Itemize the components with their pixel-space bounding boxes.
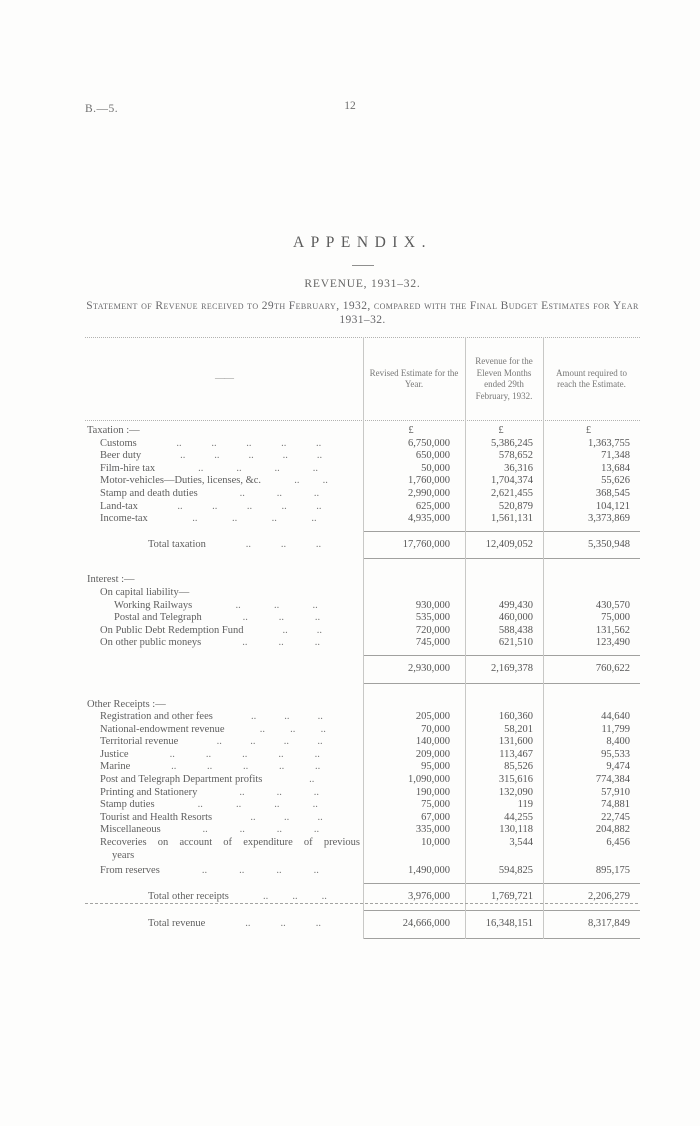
leader-dots: ..	[242, 612, 248, 624]
leader-dots: ..	[245, 918, 251, 930]
leader-dots: ..	[313, 786, 320, 798]
cell-amount-required: 131,562	[595, 624, 630, 636]
cell-eleven-months	[465, 699, 543, 712]
section-label: Other Receipts :—	[87, 698, 166, 710]
leader-dots: ..	[280, 918, 286, 930]
row-stub	[85, 774, 363, 787]
leader-dots: ..	[278, 748, 284, 760]
cell-eleven-months: 3,544	[509, 837, 533, 849]
leader-dots: ..	[212, 500, 218, 512]
dot-leaders	[272, 774, 351, 787]
cell-revised-estimate: 67,000	[421, 811, 450, 823]
row-label: Postal and Telegraph	[114, 612, 202, 624]
cell-revised-estimate: 1,490,000	[408, 865, 450, 877]
row-stub	[85, 865, 363, 878]
row-stub	[85, 918, 363, 931]
cell-eleven-months: 2,169,378	[491, 662, 533, 674]
row-stub	[85, 488, 363, 501]
cell-eleven-months: 113,467	[499, 748, 533, 760]
leader-dots: ..	[239, 487, 245, 499]
row-label: Printing and Stationery	[100, 786, 198, 798]
cell-revised-estimate	[363, 850, 465, 863]
cell-revised-estimate: 2,930,000	[408, 662, 450, 674]
leader-dots: ..	[317, 736, 323, 748]
leader-dots: ..	[250, 711, 257, 723]
col-header-eleven-months: Revenue for the Eleven Months ended 29th February, 1932.	[475, 356, 533, 401]
row-stub	[85, 463, 363, 476]
dot-leaders	[222, 812, 351, 825]
leader-dots: ..	[280, 538, 287, 550]
leader-dots: ..	[198, 462, 204, 474]
cell-revised-estimate: 625,000	[415, 500, 450, 512]
section-label: Taxation :—	[87, 425, 140, 436]
leader-dots: ..	[202, 824, 208, 836]
cell-revised-estimate: 4,935,000	[408, 513, 450, 525]
row-label: Territorial revenue	[100, 736, 179, 748]
dot-leaders	[140, 761, 351, 774]
leader-dots: ..	[171, 761, 177, 773]
row-stub	[85, 637, 363, 650]
leader-dots: ..	[211, 437, 217, 449]
leader-dots: ..	[281, 437, 287, 449]
leader-dots: ..	[242, 637, 248, 649]
leader-dots: ..	[292, 890, 298, 902]
row-label: From reserves	[100, 865, 160, 877]
cell-revised-estimate: 140,000	[415, 736, 450, 748]
leader-dots: ..	[271, 513, 277, 525]
leader-dots: ..	[282, 624, 288, 636]
leader-dots: ..	[315, 538, 322, 550]
cell-revised-estimate: 24,666,000	[402, 918, 450, 930]
cell-eleven-months: 36,316	[504, 462, 533, 474]
cell-revised-estimate: 205,000	[415, 711, 450, 723]
leader-dots: ..	[235, 799, 242, 811]
cell-eleven-months: £	[498, 425, 504, 436]
cell-revised-estimate: 535,000	[415, 612, 450, 624]
cell-amount-required: 1,363,755	[588, 437, 630, 449]
cell-eleven-months: 58,201	[504, 723, 533, 735]
cell-revised-estimate	[363, 587, 465, 600]
row-label: Registration and other fees	[100, 711, 213, 723]
dot-leaders	[171, 824, 351, 837]
cell-eleven-months: 132,090	[498, 786, 533, 798]
title-divider	[352, 265, 374, 266]
leader-dots: ..	[246, 437, 252, 449]
cell-amount-required	[543, 574, 640, 587]
leader-dots: ..	[250, 811, 256, 823]
revenue-heading: REVENUE, 1931–32.	[304, 278, 421, 290]
leader-dots: ..	[176, 437, 182, 449]
cell-amount-required: 75,000	[601, 612, 630, 624]
row-stub	[85, 600, 363, 613]
dot-leaders	[215, 918, 351, 931]
leader-dots: ..	[316, 437, 322, 449]
header-stub	[85, 338, 363, 420]
dot-leaders	[211, 637, 351, 650]
row-stub	[85, 663, 363, 676]
cell-amount-required: 760,622	[595, 662, 630, 674]
leader-dots: ..	[214, 450, 220, 462]
row-stub	[85, 711, 363, 724]
cell-amount-required: 9,474	[606, 761, 630, 773]
dot-leaders	[216, 539, 351, 552]
leader-dots: ..	[274, 799, 280, 811]
leader-dots: ..	[312, 599, 318, 611]
leader-dots: ..	[192, 513, 198, 525]
header-stub-dash: ——	[215, 373, 233, 385]
leader-dots: ..	[313, 824, 320, 836]
row-stub	[85, 574, 363, 587]
leader-dots: ..	[313, 487, 320, 499]
row-stub	[85, 824, 363, 837]
row-stub	[85, 749, 363, 762]
row-label: Miscellaneous	[100, 824, 161, 836]
cell-revised-estimate: 190,000	[415, 786, 450, 798]
row-stub	[85, 812, 363, 825]
dot-leaders	[170, 865, 351, 878]
cell-revised-estimate: 6,750,000	[408, 437, 450, 449]
row-stub	[85, 699, 363, 712]
cell-eleven-months	[465, 850, 543, 863]
leader-dots: ..	[276, 786, 282, 798]
cell-revised-estimate: 10,000	[421, 837, 450, 849]
row-label: years	[112, 849, 135, 861]
cell-amount-required: 71,348	[601, 450, 630, 462]
row-label: Marine	[100, 761, 131, 773]
cell-eleven-months: 520,879	[498, 500, 533, 512]
leader-dots: ..	[274, 462, 280, 474]
leader-dots: ..	[262, 890, 269, 902]
row-stub	[85, 501, 363, 514]
appendix-title: APPENDIX.	[292, 234, 433, 251]
leader-dots: ..	[259, 723, 265, 735]
cell-revised-estimate: 2,990,000	[408, 487, 450, 499]
cell-eleven-months: 131,600	[498, 736, 533, 748]
column-separator	[543, 337, 544, 939]
leader-dots: ..	[320, 723, 326, 735]
row-stub	[85, 799, 363, 812]
dot-leaders	[202, 600, 351, 613]
leader-dots: ..	[250, 736, 256, 748]
row-stub	[85, 425, 363, 438]
page-number: 12	[344, 100, 356, 112]
row-stub	[85, 438, 363, 451]
cell-amount-required: 3,373,869	[588, 513, 630, 525]
dot-leaders	[239, 891, 351, 904]
heading-block	[85, 234, 640, 327]
row-label: Tourist and Health Resorts	[100, 811, 213, 823]
cell-revised-estimate: 1,090,000	[408, 774, 450, 786]
leader-dots: ..	[314, 612, 321, 624]
leader-dots: ..	[246, 500, 253, 512]
cell-eleven-months: 2,621,455	[491, 487, 533, 499]
leader-dots: ..	[197, 799, 203, 811]
leader-dots: ..	[283, 811, 290, 823]
cell-revised-estimate: 3,976,000	[408, 890, 450, 902]
leader-dots: ..	[309, 774, 315, 786]
leader-dots: ..	[239, 824, 245, 836]
row-stub	[85, 850, 363, 863]
leader-dots: ..	[317, 811, 323, 823]
row-label: Justice	[100, 748, 129, 760]
cell-eleven-months: 44,255	[504, 811, 533, 823]
leader-dots: ..	[243, 761, 249, 773]
dot-leaders	[158, 513, 351, 526]
row-label: On capital liability—	[100, 586, 190, 598]
cell-revised-estimate: 930,000	[415, 599, 450, 611]
column-rule	[363, 938, 640, 939]
row-stub	[85, 736, 363, 749]
row-stub	[85, 625, 363, 638]
row-label: Total other receipts	[148, 890, 229, 902]
dot-leaders	[139, 749, 351, 762]
row-label: Land-tax	[100, 500, 138, 512]
row-stub	[85, 587, 363, 600]
cell-revised-estimate: 720,000	[415, 624, 450, 636]
row-label: On other public moneys	[100, 637, 202, 649]
row-label: Film-hire tax	[100, 462, 156, 474]
leader-dots: ..	[315, 918, 321, 930]
dot-leaders	[188, 736, 351, 749]
leader-dots: ..	[322, 475, 328, 487]
cell-eleven-months: 85,526	[504, 761, 533, 773]
row-label: Stamp duties	[100, 799, 155, 811]
cell-amount-required: 74,881	[601, 799, 630, 811]
column-separator	[363, 337, 364, 939]
row-stub	[85, 891, 363, 904]
row-label: National-endowment revenue	[100, 723, 225, 735]
cell-amount-required: 8,400	[606, 736, 630, 748]
cell-eleven-months: 499,430	[498, 599, 533, 611]
row-label: Motor-vehicles—Duties, licenses, &c.	[100, 475, 262, 487]
cell-revised-estimate	[363, 699, 465, 712]
row-label: On Public Debt Redemption Fund	[100, 624, 244, 636]
row-label: Total taxation	[148, 538, 206, 550]
row-stub	[85, 787, 363, 800]
row-label: Beer duty	[100, 450, 142, 462]
leader-dots: ..	[314, 748, 320, 760]
table-bottom-rule	[85, 903, 638, 904]
row-label: Post and Telegraph Department profits	[100, 774, 263, 786]
row-stub	[85, 612, 363, 625]
leader-dots: ..	[315, 761, 321, 773]
document-reference: B.—5.	[85, 103, 119, 115]
cell-amount-required: 8,317,849	[588, 918, 630, 930]
cell-eleven-months: 594,825	[498, 865, 533, 877]
revenue-table	[85, 337, 640, 939]
dot-leaders	[148, 501, 351, 514]
leader-dots: ..	[317, 711, 323, 723]
leader-dots: ..	[169, 748, 175, 760]
leader-dots: ..	[180, 450, 186, 462]
leader-dots: ..	[207, 761, 213, 773]
leader-dots: ..	[282, 450, 288, 462]
cell-amount-required: 5,350,948	[588, 538, 630, 550]
dot-leaders	[207, 787, 351, 800]
cell-eleven-months	[465, 574, 543, 587]
row-stub	[85, 837, 363, 850]
cell-amount-required: 895,175	[595, 865, 630, 877]
cell-amount-required: 13,684	[601, 462, 630, 474]
cell-amount-required: 6,456	[606, 837, 630, 849]
dot-leaders	[235, 724, 352, 737]
row-label: Total revenue	[148, 918, 206, 930]
cell-eleven-months: 119	[517, 799, 533, 811]
row-label: Stamp and death duties	[100, 487, 198, 499]
cell-amount-required: 11,799	[601, 723, 630, 735]
leader-dots: ..	[278, 637, 284, 649]
cell-revised-estimate: 17,760,000	[402, 538, 450, 550]
leader-dots: ..	[235, 599, 241, 611]
dot-leaders	[165, 463, 351, 476]
row-stub	[85, 539, 363, 552]
cell-amount-required	[543, 587, 640, 600]
leader-dots: ..	[231, 513, 238, 525]
cell-revised-estimate: 1,760,000	[408, 475, 450, 487]
leader-dots: ..	[248, 450, 254, 462]
cell-revised-estimate	[363, 574, 465, 587]
cell-amount-required: 204,882	[595, 824, 630, 836]
leader-dots: ..	[201, 865, 208, 877]
row-stub	[85, 450, 363, 463]
leader-dots: ..	[312, 462, 318, 474]
cell-amount-required: 55,626	[601, 475, 630, 487]
cell-eleven-months: 315,616	[498, 774, 533, 786]
cell-eleven-months: 5,386,245	[491, 437, 533, 449]
leader-dots: ..	[294, 475, 300, 487]
dot-leaders	[212, 612, 351, 625]
leader-dots: ..	[281, 500, 287, 512]
column-separator	[465, 337, 466, 939]
cell-eleven-months: 578,652	[498, 450, 533, 462]
cell-eleven-months: 130,118	[499, 824, 533, 836]
leader-dots: ..	[316, 450, 323, 462]
leader-dots: ..	[290, 723, 296, 735]
row-label: Customs	[100, 437, 137, 449]
leader-dots: ..	[316, 624, 322, 636]
row-label: Working Railways	[114, 599, 193, 611]
leader-dots: ..	[314, 637, 320, 649]
cell-eleven-months: 12,409,052	[485, 538, 533, 550]
cell-eleven-months: 160,360	[498, 711, 533, 723]
cell-eleven-months: 460,000	[498, 612, 533, 624]
cell-amount-required: 95,533	[601, 748, 630, 760]
leader-dots: ..	[279, 761, 285, 773]
leader-dots: ..	[216, 736, 222, 748]
cell-eleven-months	[465, 587, 543, 600]
dot-leaders	[223, 711, 351, 724]
leader-dots: ..	[177, 500, 183, 512]
leader-dots: ..	[312, 799, 318, 811]
cell-eleven-months: 1,704,374	[491, 475, 533, 487]
cell-amount-required: 123,490	[595, 637, 630, 649]
leader-dots: ..	[205, 748, 212, 760]
leader-dots: ..	[278, 612, 284, 624]
leader-dots: ..	[321, 890, 327, 902]
cell-eleven-months: 621,510	[498, 637, 533, 649]
cell-amount-required	[543, 699, 640, 712]
cell-revised-estimate: 75,000	[421, 799, 450, 811]
cell-amount-required: 44,640	[601, 711, 630, 723]
row-stub	[85, 724, 363, 737]
statement-heading: Statement of Revenue received to 29th February, 1932, compared with the Final Budget Estimates for Year 1931–32.	[86, 300, 639, 326]
cell-amount-required: 2,206,279	[588, 890, 630, 902]
leader-dots: ..	[236, 462, 242, 474]
cell-amount-required	[543, 850, 640, 863]
leader-dots: ..	[245, 538, 251, 550]
dot-leaders	[151, 450, 351, 463]
cell-eleven-months: 16,348,151	[485, 918, 533, 930]
leader-dots: ..	[276, 865, 282, 877]
cell-revised-estimate: 209,000	[415, 748, 450, 760]
cell-amount-required: 774,384	[595, 774, 630, 786]
leader-dots: ..	[273, 599, 280, 611]
dot-leaders	[147, 438, 351, 451]
col-header-revised-estimate: Revised Estimate for the Year.	[369, 367, 459, 389]
leader-dots: ..	[313, 865, 319, 877]
cell-eleven-months: 588,438	[498, 624, 533, 636]
row-label: Recoveries on account of expenditure of previous	[100, 837, 360, 849]
leader-dots: ..	[242, 748, 248, 760]
leader-dots: ..	[311, 513, 317, 525]
leader-dots: ..	[316, 500, 322, 512]
cell-amount-required: 104,121	[595, 500, 630, 512]
cell-revised-estimate: 650,000	[415, 450, 450, 462]
cell-revised-estimate: 745,000	[415, 637, 450, 649]
dot-leaders	[254, 625, 352, 638]
cell-revised-estimate: £	[408, 425, 414, 436]
row-label: Income-tax	[100, 513, 148, 525]
dot-leaders	[165, 799, 351, 812]
leader-dots: ..	[239, 865, 245, 877]
row-stub	[85, 513, 363, 526]
cell-amount-required: £	[585, 425, 592, 436]
cell-revised-estimate: 95,000	[421, 761, 450, 773]
cell-amount-required: 57,910	[601, 786, 630, 798]
cell-amount-required: 368,545	[595, 487, 630, 499]
leader-dots: ..	[276, 824, 282, 836]
row-stub	[85, 475, 363, 488]
cell-amount-required: 22,745	[601, 811, 630, 823]
leader-dots: ..	[276, 487, 282, 499]
row-stub	[85, 761, 363, 774]
cell-revised-estimate: 70,000	[421, 723, 450, 735]
section-label: Interest :—	[87, 574, 135, 586]
cell-eleven-months: 1,769,721	[491, 890, 533, 902]
leader-dots: ..	[283, 736, 290, 748]
col-header-amount-required: Amount required to reach the Estimate.	[556, 367, 627, 389]
cell-revised-estimate: 50,000	[421, 462, 450, 474]
dot-leaders	[271, 475, 351, 488]
cell-amount-required: 430,570	[595, 599, 630, 611]
cell-revised-estimate: 335,000	[415, 824, 450, 836]
dot-leaders	[208, 488, 351, 501]
leader-dots: ..	[239, 786, 245, 798]
cell-eleven-months: 1,561,131	[491, 513, 533, 525]
leader-dots: ..	[284, 711, 290, 723]
